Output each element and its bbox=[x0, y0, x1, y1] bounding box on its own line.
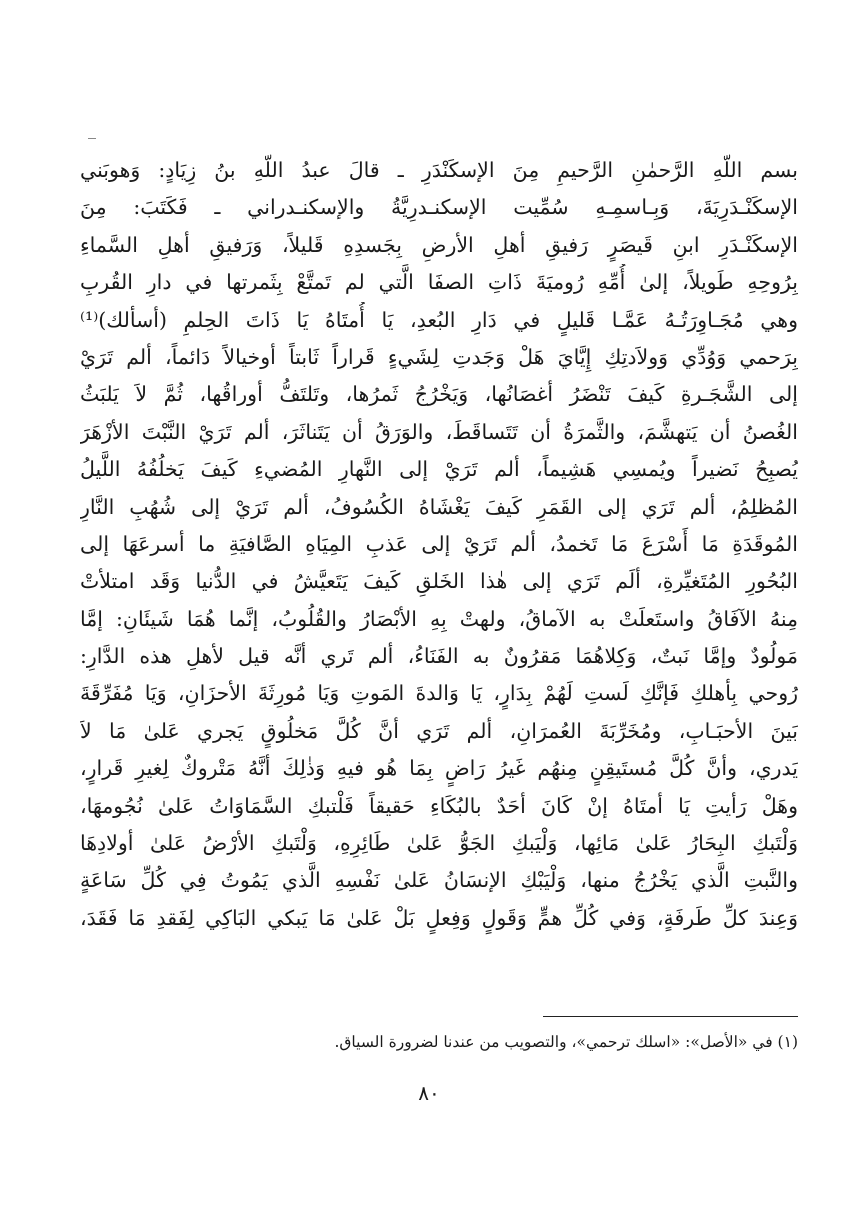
text-line: يُصبِحُ نَضيراً ويُمسِي هَشِيماً، ألم تَرَيْ إلى النَّهارِ المُضيءِ كَيفَ يَخلُفُهُ اللَّيلُ bbox=[80, 457, 798, 482]
text-line: مِنهُ الآفَاقُ واستَعلَتْ به الآماقُ، ولهتْ بِهِ الأبْصَارُ والقُلُوبُ، إنَّما هُمَا شَيئَانِ: إمَّا bbox=[80, 606, 798, 631]
text-line: وهي مُجَـاوِرَتُـهُ عَمَّـا قَليلٍ في دَارِ البُعدِ، يَا أُمتَاهُ يَا ذَاتَ الحِلمِ (أسألك)⁽¹⁾ bbox=[80, 307, 798, 332]
text-line: بسم اللّهِ الرَّحمٰنِ الرَّحيمِ مِنَ الإسكَنْدَرِ ـ قالَ عبدُ اللّهِ بنُ زِيَادٍ: وَهوبَني bbox=[80, 158, 798, 182]
text-line: المُوقَدَةِ مَا أَسْرَعَ مَا تَخمدُ، ألم تَرَيْ إلى عَذبِ المِيَاهِ الصَّافيَةِ ما أسرعَهَا إلى bbox=[80, 531, 798, 556]
text-line: بَينَ الأحبَـابِ، ومُخَرِّبَةَ العُمرَانِ، ألم تَرَي أنَّ كُلَّ مَخلُوقٍ يَجري عَلىٰ مَا لاَ bbox=[80, 718, 798, 743]
text-line: وَعِندَ كلِّ طَرفَةٍ، وَفي كُلِّ همٍّ وَقَولٍ وَفِعلٍ بَلْ عَلىٰ مَا يَبكي البَاكِي لِفَقدِ مَا فَقَدَ، bbox=[80, 905, 798, 930]
text-line: يَدري، وأنَّ كُلَّ مُستَيقِنٍ مِنهُم غَيرُ رَاضٍ بِمَا هُو فيهِ وَذٰلِكَ أنَّهُ مَتْروكٌ لِغيرِ قَرارٍ، bbox=[80, 756, 798, 781]
corner-mark bbox=[88, 138, 96, 139]
text-line: البُحُورِ المُتَغيِّرةِ، ألَم تَرَي إلى هٰذا الخَلقِ كَيفَ يَتَعيَّشُ في الدُّنيا وَقَد امتلأتْ bbox=[80, 569, 798, 594]
text-line: الإسكَنْـدَرِ ابنِ قَيصَرٍ رَفيقِ أهلِ الأرضِ بِجَسدِهِ قَليلاً، وَرَفيقِ أهلِ السَّماءِ bbox=[80, 232, 798, 257]
text-line: مَولُودٌ وإمَّا نَبتٌ، وَكِلاهُمَا مَقرُونٌ به الفَنَاءُ، ألم تَري أنَّه قيل لأهلِ هذه الدَّارِ: bbox=[80, 644, 798, 669]
text-line: بِرَحمي وَوُدِّي وَولاَدتِكِ إِيَّايَ هَلْ وَجَدتِ لِشَيءٍ قَراراً ثَابتاً أوخيالاً دَائماً، ألم تَرَيْ bbox=[80, 344, 798, 369]
text-line: بِرُوحِهِ طَويلاً، إلىٰ أُمِّهِ رُوميَةَ ذَاتِ الصفَا الَّتي لم تَمتَّعْ بِثَمرتها في دارِ القُربِ bbox=[80, 270, 798, 295]
text-line: الإسكَنْـدَرِيَةَ، وَبِـاسمِـهِ سُمِّيت الإسكنـدرِيَّةُ والإسكنـدراني ـ فَكَتَبَ: مِنَ bbox=[80, 195, 798, 220]
text-line: إلى الشَّجَـرةِ كَيفَ تَنْضَرُ أغصَانُها، وَيَخْرُجُ ثَمرُها، وتَلتَفُّ أوراقُها، ثُمَّ لاَ يَلبَثُ bbox=[80, 382, 798, 407]
text-line: وهَلْ رَأيتِ يَا أمتَاهُ إنْ كَانَ أحَدٌ بالبُكَاءِ حَقيقاً فَلْتبكِ السَّمَاوَاتُ عَلىٰ نُجُومهَا، bbox=[80, 793, 798, 818]
text-line: وَلْتَبكِ البِحَارُ عَلىٰ مَائِها، وَلْيَبكِ الجَوُّ عَلىٰ طَائِرِهِ، وَلْتَبكِ الأرْضُ عَلىٰ أولادِهَا bbox=[80, 831, 798, 856]
footnote: (١) في «الأصل»: «اسلك ترحمي»، والتصويب من عندنا لضرورة السياق. bbox=[334, 1033, 798, 1051]
text-line: رُوحي بِأهلكِ فَإنَّكِ لَستِ لَهُمْ بِدَارٍ، يَا وَالدةَ المَوتِ وَيَا مُورِثَةَ الأحزَانِ، وَيَا مُفَرِّقَةَ bbox=[80, 681, 798, 706]
text-line: والنَّبتِ الَّذي يَخْرُجُ منها، وَلْيَبْكِ الإنسَانُ عَلىٰ نَفْسِهِ الَّذي يَمُوتُ فِي كُلِّ سَاعَةٍ bbox=[80, 868, 798, 893]
footnote-separator bbox=[543, 1016, 798, 1017]
text-line: الغُصنُ أن يَتهشَّمَ، والثَّمرَةُ أن تَتَساقَطَ، والوَرَقُ أن يَتَناثَرَ، ألم تَرَيْ النَّبْتَ الأزْهَرَ bbox=[80, 419, 798, 444]
text-line: المُظلِمُ، ألم تَرَي إلى القَمَرِ كَيفَ يَغْشَاهُ الكُسُوفُ، ألم تَرَيْ إلى شُهُبِ النَّارِ bbox=[80, 494, 798, 519]
page-number: ٨٠ bbox=[418, 1081, 440, 1105]
main-text bbox=[80, 152, 798, 937]
